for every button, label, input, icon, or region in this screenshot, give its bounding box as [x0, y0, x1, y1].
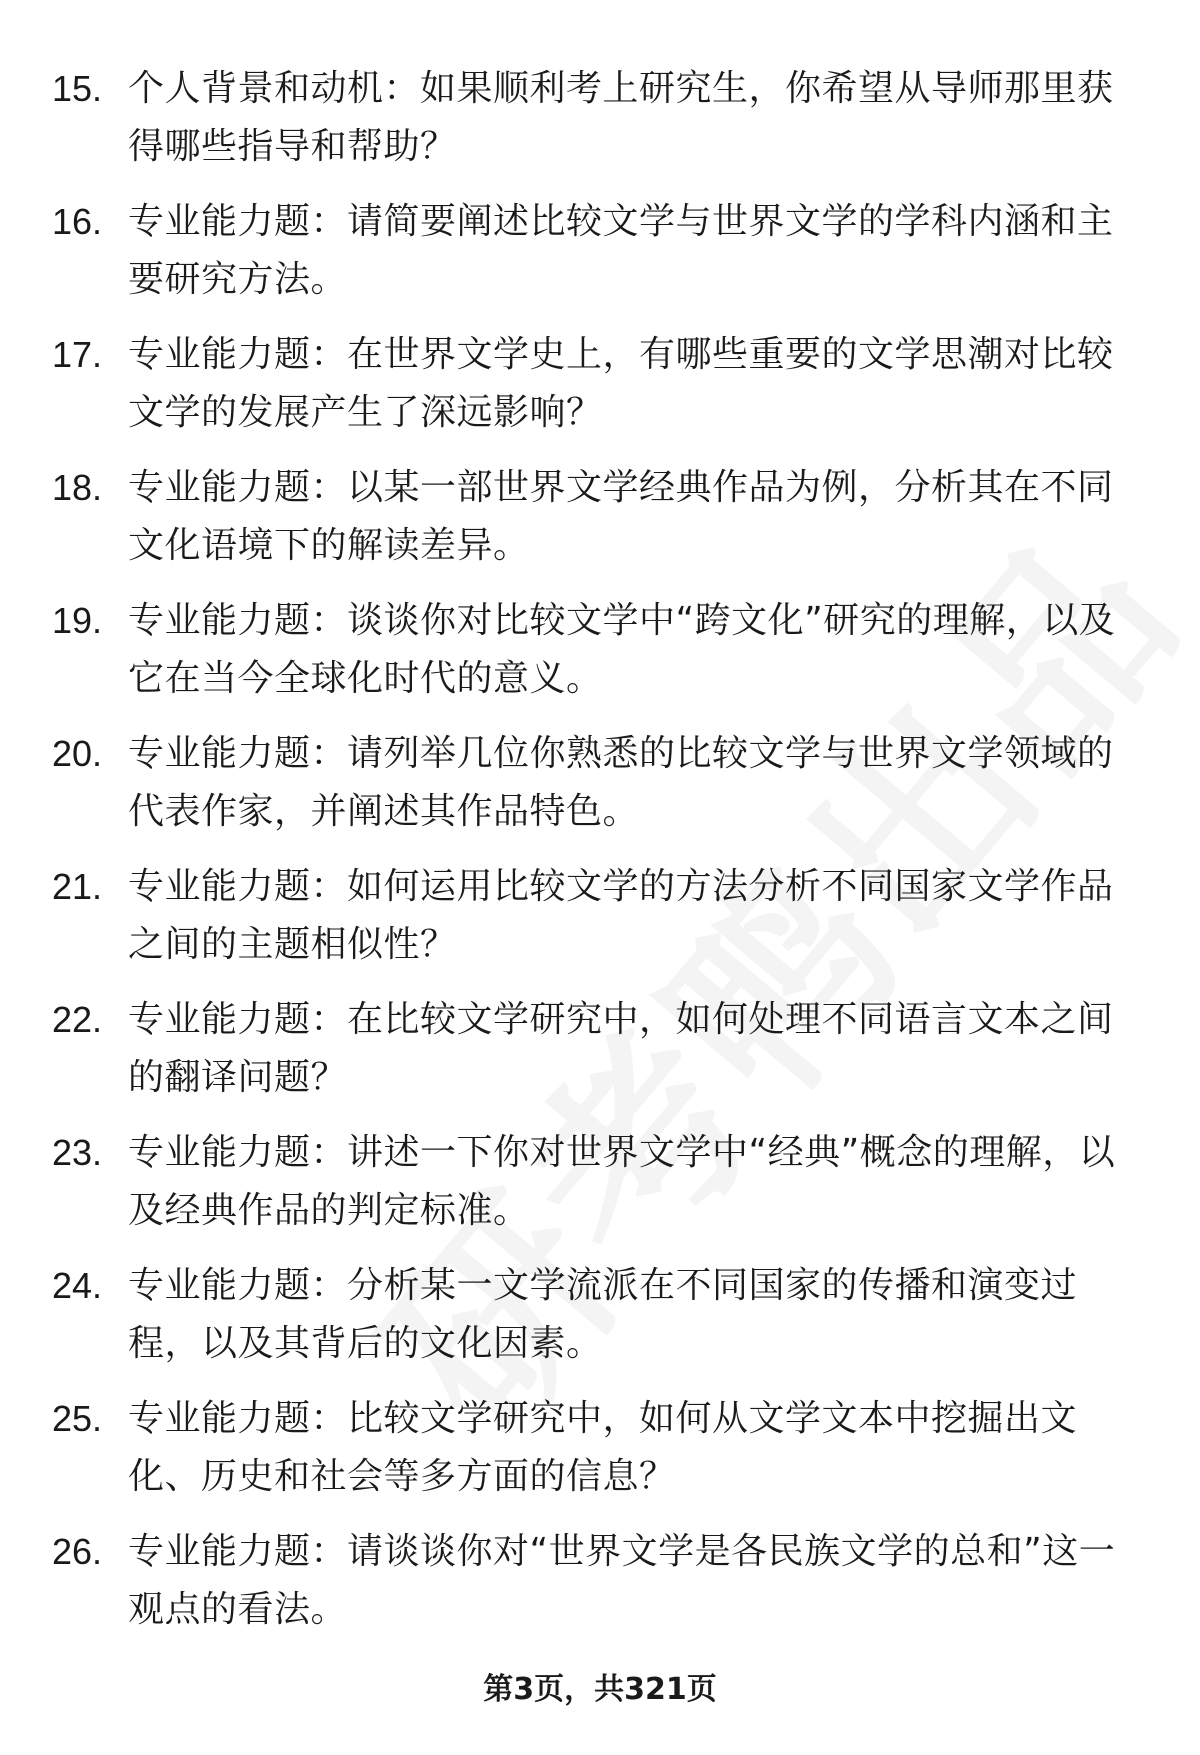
question-text: 专业能力题：分析某一文学流派在不同国家的传播和演变过程，以及其背后的文化因素。	[128, 1265, 1078, 1364]
question-number: 26.	[52, 1531, 103, 1572]
question-text: 个人背景和动机：如果顺利考上研究生，你希望从导师那里获得哪些指导和帮助？	[128, 68, 1114, 167]
question-item	[0, 50, 1200, 183]
question-item	[0, 1513, 1200, 1646]
question-text: 专业能力题：讲述一下你对世界文学中“经典”概念的理解，以及经典作品的判定标准。	[128, 1132, 1116, 1231]
question-number: 23.	[52, 1132, 103, 1173]
question-text: 专业能力题：比较文学研究中，如何从文学文本中挖掘出文化、历史和社会等多方面的信息？	[128, 1398, 1078, 1497]
question-text: 专业能力题：在世界文学史上，有哪些重要的文学思潮对比较文学的发展产生了深远影响？	[128, 334, 1114, 433]
question-text: 专业能力题：以某一部世界文学经典作品为例，分析其在不同文化语境下的解读差异。	[128, 467, 1114, 566]
question-text: 专业能力题：在比较文学研究中，如何处理不同语言文本之间的翻译问题？	[128, 999, 1114, 1098]
question-number: 19.	[52, 600, 103, 641]
question-number: 21.	[52, 866, 103, 907]
question-number: 20.	[52, 733, 103, 774]
question-text: 专业能力题：请谈谈你对“世界文学是各民族文学的总和”这一观点的看法。	[128, 1531, 1116, 1630]
question-number: 17.	[52, 334, 103, 375]
question-item	[0, 582, 1200, 715]
question-number: 15.	[52, 68, 103, 109]
question-text: 专业能力题：请列举几位你熟悉的比较文学与世界文学领域的代表作家，并阐述其作品特色。	[128, 733, 1114, 832]
question-text: 专业能力题：如何运用比较文学的方法分析不同国家文学作品之间的主题相似性？	[128, 866, 1114, 965]
question-item	[0, 316, 1200, 449]
question-number: 25.	[52, 1398, 103, 1439]
question-number: 22.	[52, 999, 103, 1040]
question-item	[0, 715, 1200, 848]
question-number: 16.	[52, 201, 103, 242]
question-item	[0, 1380, 1200, 1513]
question-text: 专业能力题：请简要阐述比较文学与世界文学的学科内涵和主要研究方法。	[128, 201, 1114, 300]
question-item	[0, 848, 1200, 981]
question-item	[0, 1247, 1200, 1380]
question-item	[0, 981, 1200, 1114]
question-item	[0, 1114, 1200, 1247]
question-list	[0, 50, 1200, 1646]
question-item	[0, 449, 1200, 582]
question-text: 专业能力题：谈谈你对比较文学中“跨文化”研究的理解，以及它在当今全球化时代的意义。	[128, 600, 1116, 699]
question-number: 24.	[52, 1265, 103, 1306]
question-item	[0, 183, 1200, 316]
question-number: 18.	[52, 467, 103, 508]
page-footer: 第3页，共321页	[483, 1672, 717, 1707]
